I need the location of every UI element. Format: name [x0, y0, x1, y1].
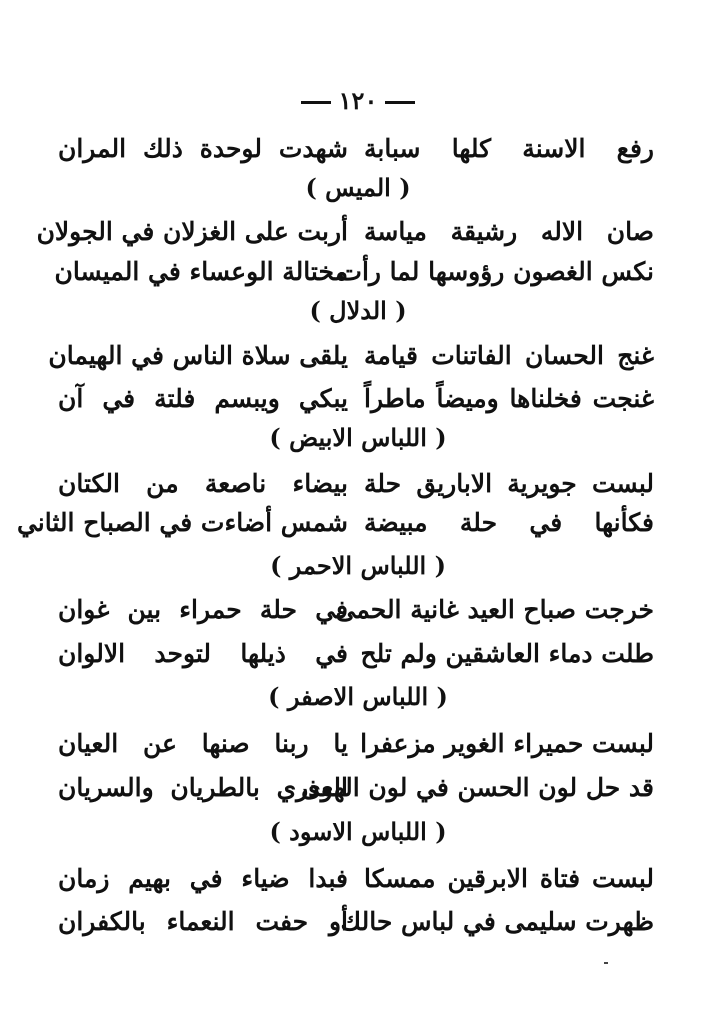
verse-first-hemistich: ظهرت سليمى في لباس حالك: [340, 906, 654, 936]
verse: [58, 631, 654, 675]
verse-first-hemistich: لبست فتاة الابرقين ممسكا: [364, 863, 654, 893]
verse-first-hemistich: غنجت فخلناها وميضاً ماطراً: [364, 383, 654, 413]
section-heading: ( اللباس الاسود ): [269, 817, 447, 846]
verse-first-hemistich: رفع الاسنة كلها سبابة: [364, 133, 654, 163]
verse-second-hemistich: يبكي ويبسم فلتة في آن: [58, 383, 348, 413]
verse-second-hemistich: شمس أضاءت في الصباح الثاني: [16, 507, 348, 537]
verse: [58, 461, 654, 505]
verse-first-hemistich: نكس الغصون رؤوسها لما رأت: [338, 256, 654, 286]
verse-second-hemistich: العذري بالطريان والسريان: [58, 772, 348, 802]
section-heading: ( الميس ): [305, 173, 411, 202]
section-heading: ( اللباس الابيض ): [269, 423, 447, 452]
verse-second-hemistich: أربت على الغزلان في الجولان: [36, 216, 348, 246]
page-number-dash-left: [301, 101, 331, 104]
verse-first-hemistich: طلت دماء العاشقين ولم تلح: [360, 638, 654, 668]
verse-second-hemistich: أو حفت النعماء بالكفران: [58, 906, 348, 936]
verse-first-hemistich: صان الاله رشيقة مياسة: [364, 216, 654, 246]
section-heading: ( اللباس الاحمر ): [270, 551, 446, 580]
verse: [36, 209, 654, 253]
verse: [58, 765, 654, 809]
verse-first-hemistich: غنج الحسان الفاتنات قيامة: [364, 340, 654, 370]
verse: [58, 856, 654, 900]
verse: [58, 376, 654, 420]
verse-first-hemistich: لبست جويرية الاباريق حلة: [364, 468, 654, 498]
section-heading: ( اللباس الاصفر ): [268, 682, 448, 711]
page-number: [0, 86, 716, 115]
page-number-dash-right: [385, 101, 415, 104]
verse: [58, 899, 654, 943]
verse-second-hemistich: في حلة حمراء بين غوان: [58, 594, 348, 624]
verse-first-hemistich: فكأنها في حلة مبيضة: [364, 507, 654, 537]
verse-second-hemistich: مختالة الوعساء في الميسان: [54, 256, 348, 286]
verse: [48, 333, 654, 377]
page-number-text: ١٢٠: [338, 86, 378, 115]
verse-second-hemistich: في ذيلها لتوحد الالوان: [58, 638, 348, 668]
verse-second-hemistich: فبدا ضياء في بهيم زمان: [58, 863, 348, 893]
verse: [54, 249, 654, 293]
print-speck: [604, 962, 608, 964]
verse: [16, 500, 654, 544]
verse-second-hemistich: يا ربنا صنها عن العيان: [58, 728, 348, 758]
verse: [58, 587, 654, 631]
verse: [58, 126, 654, 170]
verse-second-hemistich: يلقى سلاة الناس في الهيمان: [48, 340, 348, 370]
verse: [58, 721, 654, 765]
verse-second-hemistich: بيضاء ناصعة من الكتان: [58, 468, 348, 498]
verse-first-hemistich: لبست حميراء الغوير مزعفرا: [360, 728, 654, 758]
verse-first-hemistich: خرجت صباح العيد غانية الحمى: [335, 594, 654, 624]
verse-second-hemistich: شهدت لوحدة ذلك المران: [58, 133, 348, 163]
section-heading: ( الدلال ): [309, 296, 407, 325]
verse-first-hemistich: قد حل لون الحسن في لون الهوى: [301, 772, 654, 802]
